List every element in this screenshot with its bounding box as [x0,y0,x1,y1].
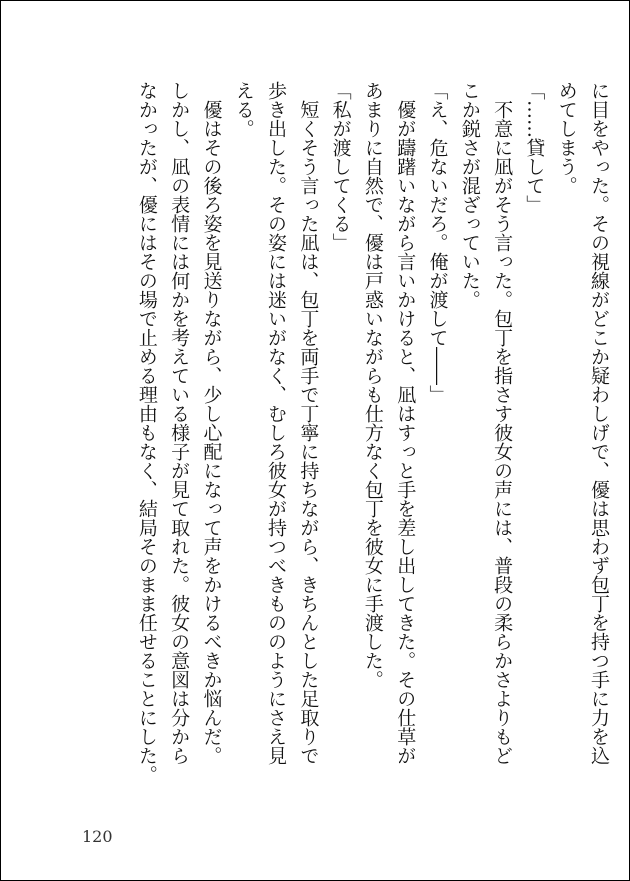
text-line: 歩き出した。その姿には迷いがなく、むしろ彼女が持つべきもののようにさえ見 [265,81,288,765]
text-line: こか鋭さが混ざっていた。 [458,81,481,309]
text-line: あまりに自然で、優は戸惑いながらも仕方なく包丁を彼女に手渡した。 [361,81,384,689]
text-line: 「私が渡してくる」 [329,81,352,252]
text-line: 短くそう言った凪は、包丁を両手で丁寧に持ちながら、きちんとした足取りで [297,81,320,765]
text-line: しかし、凪の表情には何かを考えている様子が見て取れた。彼女の意図は分から [168,81,191,765]
text-line: 「え、危ないだろ。俺が渡して――」 [426,81,449,404]
text-line: 優が躊躇いながら言いかけると、凪はすっと手を差し出してきた。その仕草が [394,81,417,765]
text-line: なかったが、優にはその場で止める理由もなく、結局そのまま任せることにした。 [135,81,158,784]
text-line: 優はその後ろ姿を見送りながら、少し心配になって声をかけるべきか悩んだ。 [200,81,223,765]
text-line: える。 [232,81,255,138]
text-line: 「……貸して」 [523,81,546,214]
text-line: 不意に凪がそう言った。包丁を指さす彼女の声には、普段の柔らかさよりもど [491,81,514,765]
text-line: に目をやった。その視線がどこか疑わしげで、優は思わず包丁を持つ手に力を込 [588,81,610,765]
vertical-text-body [131,81,615,811]
text-line: めてしまう。 [555,81,578,195]
page-number: 120 [82,827,113,846]
